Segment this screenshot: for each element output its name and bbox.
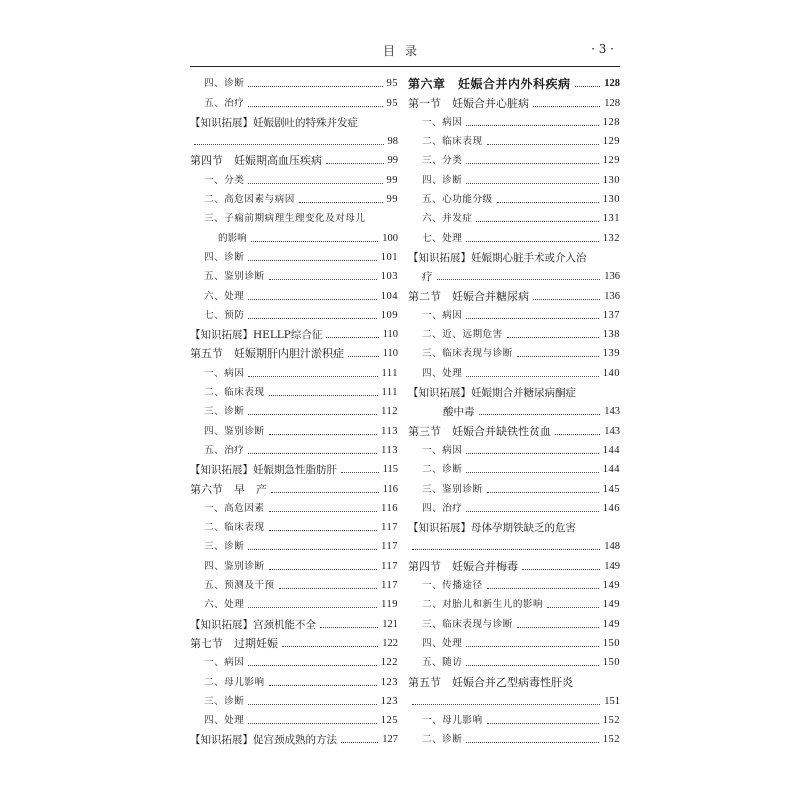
dot-leader [487, 723, 599, 724]
toc-entry-page: 137 [602, 309, 620, 321]
toc-entry [408, 516, 620, 535]
dot-leader [437, 279, 601, 280]
toc-entry [408, 207, 620, 226]
toc-entry-page: 130 [602, 194, 620, 206]
dot-leader [487, 588, 599, 589]
dot-leader [248, 665, 376, 666]
dot-leader [412, 704, 600, 705]
dot-leader [282, 646, 378, 647]
toc-entry-title: 三、分类 [422, 155, 463, 167]
toc-entry-title: 【知识拓展】妊娠期合并糖尿病酮症 [408, 387, 576, 400]
toc-entry-title: 第六节 早 产 [190, 482, 267, 496]
toc-entry-title: 五、治疗 [204, 97, 245, 109]
dot-leader [555, 434, 600, 435]
toc-entry [408, 554, 620, 573]
toc-entry [190, 188, 398, 207]
toc-entry-title: 【知识拓展】妊娠期急性脂肪肝 [190, 464, 337, 477]
toc-entry-title: 四、处理 [422, 637, 463, 649]
toc-entry-title: 三、临床表现与诊断 [422, 618, 513, 630]
toc-entry-page: 117 [381, 522, 398, 534]
toc-entry-title: 五、随访 [422, 657, 463, 669]
toc-entry [190, 246, 398, 265]
toc-entry-title: 二、临床表现 [204, 522, 265, 534]
toc-entry-page: 150 [602, 657, 620, 669]
toc-entry-page: 109 [380, 309, 398, 321]
dot-leader [466, 646, 598, 647]
toc-entry-title: 四、鉴别诊断 [204, 425, 265, 437]
dot-leader [299, 202, 383, 203]
toc-entry [190, 709, 398, 728]
dot-leader [248, 723, 376, 724]
toc-entry-page: 117 [381, 541, 398, 553]
dot-leader [466, 125, 598, 126]
toc-entry-page: 145 [602, 483, 620, 495]
toc-entry-title: 三、鉴别诊断 [422, 483, 483, 495]
toc-entry [190, 632, 398, 651]
toc-entry-page: 129 [602, 136, 620, 148]
toc-entry-title: 四、处理 [204, 715, 245, 727]
toc-entry [190, 554, 398, 573]
dot-leader [466, 453, 598, 454]
toc-entry [408, 535, 620, 554]
toc-entry-title: 一、病因 [422, 116, 463, 128]
dot-leader [466, 742, 598, 743]
toc-column-left [190, 72, 398, 747]
toc-entry [190, 574, 398, 593]
toc-entry-title: 【知识拓展】妊娠期心脏手术或介入治 [408, 251, 587, 264]
toc-entry-page: 127 [382, 734, 398, 746]
toc-entry-title: 四、治疗 [422, 502, 463, 514]
toc-entry-title: 【知识拓展】母体孕期铁缺乏的危害 [408, 522, 576, 535]
toc-entry-title: 三、诊断 [204, 541, 245, 553]
toc-entry-page: 123 [380, 676, 398, 688]
dot-leader [320, 627, 378, 628]
toc-entry [408, 323, 620, 342]
dot-leader [533, 106, 600, 107]
toc-entry-title: 七、处理 [422, 232, 463, 244]
toc-entry-page: 146 [602, 502, 620, 514]
toc-entry [190, 593, 398, 612]
dot-leader [248, 549, 377, 550]
dot-leader [466, 511, 598, 512]
toc-entry [408, 458, 620, 477]
dot-leader [466, 376, 598, 377]
toc-entry [190, 651, 398, 670]
toc-entry-page: 149 [604, 560, 620, 572]
toc-entry [408, 188, 620, 207]
toc-entry-title: 四、鉴别诊断 [204, 560, 265, 572]
toc-entry-title: 四、诊断 [204, 78, 245, 90]
toc-entry [408, 111, 620, 130]
toc-entry-title: 六、并发症 [422, 213, 473, 225]
toc-entry [190, 497, 398, 516]
toc-entry [408, 246, 620, 265]
header-rule [190, 66, 620, 67]
dot-leader [271, 492, 379, 493]
toc-entry-title: 酸中毒 [422, 406, 475, 419]
toc-entry [408, 574, 620, 593]
dot-leader [517, 627, 599, 628]
toc-entry [408, 728, 620, 747]
dot-leader [466, 318, 598, 319]
toc-entry [190, 419, 398, 438]
toc-entry-title: 三、子痫前期病理生理变化及对母儿 [204, 213, 366, 225]
toc-entry-page: 99 [386, 194, 398, 206]
dot-leader [547, 607, 599, 608]
toc-entry-page: 123 [380, 695, 398, 707]
dot-leader [466, 472, 598, 473]
toc-entry-page: 117 [381, 580, 398, 592]
toc-entry-title: 二、诊断 [422, 734, 463, 746]
toc-entry-title: 二、对胎儿和新生儿的影响 [422, 599, 544, 611]
toc-entry-page: 139 [602, 348, 620, 360]
toc-entry-page: 149 [602, 618, 620, 630]
toc-entry-title: 第四节 妊娠合并梅毒 [408, 559, 518, 573]
dot-leader [248, 299, 376, 300]
toc-entry-title: 第五节 妊娠期肝内胆汁淤积症 [190, 347, 344, 361]
dot-leader [412, 549, 600, 550]
dot-leader [476, 221, 598, 222]
header-page-number: · 3 · [591, 42, 614, 56]
toc-entry-title: 二、母儿影响 [204, 676, 265, 688]
toc-entry-title: 四、诊断 [204, 251, 245, 263]
header-title: 目录 [382, 44, 427, 58]
toc-entry [408, 91, 620, 110]
toc-entry [190, 72, 398, 91]
toc-entry-page: 113 [381, 444, 398, 456]
toc-entry-title: 疗 [422, 271, 433, 284]
toc-entry [190, 516, 398, 535]
dot-leader [522, 569, 600, 570]
toc-entry-title: 一、病因 [422, 309, 463, 321]
toc-entry-page: 113 [381, 425, 398, 437]
toc-entry-page: 116 [381, 502, 398, 514]
dot-leader [248, 414, 377, 415]
toc-entry [190, 149, 398, 168]
dot-leader [248, 376, 377, 377]
toc-entry-page: 110 [382, 329, 398, 341]
toc-entry [408, 342, 620, 361]
toc-entry-page: 100 [382, 232, 398, 244]
toc-entry [190, 284, 398, 303]
toc-entry-page: 128 [604, 97, 620, 109]
dot-leader [248, 318, 376, 319]
toc-entry-page: 122 [382, 637, 398, 649]
dot-leader [269, 511, 378, 512]
toc-entry-title: 二、临床表现 [204, 387, 265, 399]
toc-entry [190, 323, 398, 342]
toc-entry [408, 632, 620, 651]
toc-entry-page: 136 [604, 271, 620, 283]
dot-leader [341, 472, 379, 473]
toc-entry [190, 670, 398, 689]
dot-leader [269, 395, 378, 396]
toc-entry [408, 130, 620, 149]
toc-entry-title: 一、病因 [204, 367, 245, 379]
toc-entry-page: 110 [382, 348, 398, 360]
toc-entry-title: 二、高危因素与病因 [204, 194, 295, 206]
toc-entry-page: 149 [602, 580, 620, 592]
toc-entry-title: 第七节 过期妊娠 [190, 636, 278, 650]
dot-leader [479, 414, 601, 415]
toc-entry [190, 226, 398, 245]
toc-entry [408, 361, 620, 380]
toc-entry-page: 104 [380, 290, 398, 302]
toc-entry [408, 168, 620, 187]
toc-entry-title: 一、病因 [422, 444, 463, 456]
toc-entry-title: 一、高危因素 [204, 502, 265, 514]
toc-entry [408, 593, 620, 612]
toc-entry-title: 【知识拓展】宫颈机能不全 [190, 618, 316, 631]
toc-entry-title: 第五节 妊娠合并乙型病毒性肝炎 [408, 675, 573, 689]
dot-leader [533, 299, 600, 300]
toc-entry-title: 一、传播途径 [422, 580, 483, 592]
toc-entry [408, 709, 620, 728]
toc-entry-page: 152 [602, 734, 620, 746]
dot-leader [248, 453, 377, 454]
dot-leader [466, 183, 598, 184]
toc-entry-page: 129 [602, 155, 620, 167]
toc-entry-title: 一、病因 [204, 657, 245, 669]
toc-entry-title: 五、治疗 [204, 444, 245, 456]
toc-entry-page: 125 [380, 715, 398, 727]
toc-entry-page: 121 [382, 618, 398, 630]
toc-entry [408, 284, 620, 303]
toc-entry-page: 128 [604, 78, 620, 90]
toc-entry-page: 143 [604, 425, 620, 437]
toc-entry [408, 670, 620, 689]
toc-entry-title: 第二节 妊娠合并糖尿病 [408, 289, 529, 303]
dot-leader [348, 356, 379, 357]
toc-entry-title: 三、诊断 [204, 695, 245, 707]
toc-entry [190, 111, 398, 130]
dot-leader [248, 106, 382, 107]
dot-leader [269, 434, 378, 435]
toc-entry-title: 五、预测及干预 [204, 580, 275, 592]
toc-entry-title: 六、处理 [204, 290, 245, 302]
toc-entry [190, 458, 398, 477]
toc-entry [408, 497, 620, 516]
toc-entry-title: 第四节 妊娠期高血压疾病 [190, 154, 322, 168]
dot-leader [341, 742, 378, 743]
toc-entry [190, 439, 398, 458]
toc-entry [408, 419, 620, 438]
dot-leader [248, 260, 376, 261]
toc-entry-title: 第三节 妊娠合并缺铁性贫血 [408, 424, 551, 438]
toc-entry-page: 150 [602, 637, 620, 649]
toc-entry [408, 477, 620, 496]
toc-entry [190, 207, 398, 226]
toc-entry-title: 四、处理 [422, 367, 463, 379]
dot-leader [466, 163, 598, 164]
toc-entry [190, 91, 398, 110]
dot-leader [507, 337, 599, 338]
toc-entry-title: 五、鉴别诊断 [204, 271, 265, 283]
toc-entry [190, 612, 398, 631]
toc-entry [408, 149, 620, 168]
dot-leader [248, 86, 382, 87]
dot-leader [251, 241, 378, 242]
toc-entry [190, 400, 398, 419]
toc-entry-page: 143 [604, 406, 620, 418]
toc-entry-page: 148 [604, 541, 620, 553]
toc-entry-page: 144 [602, 444, 620, 456]
toc-entry [190, 690, 398, 709]
toc-entry [190, 304, 398, 323]
toc-entry-title: 【知识拓展】妊娠剧吐的特殊并发症 [190, 116, 358, 129]
toc-entry-page: 132 [602, 232, 620, 244]
toc-entry-page: 149 [602, 599, 620, 611]
toc-entry [408, 400, 620, 419]
toc-entry-page: 119 [381, 599, 398, 611]
toc-entry-title: 的影响 [218, 232, 247, 244]
toc-entry-title: 三、诊断 [204, 406, 245, 418]
toc-entry-title: 五、心功能分级 [422, 194, 493, 206]
toc-entry-page: 99 [386, 174, 398, 186]
toc-entry [190, 130, 398, 149]
toc-entry-page: 138 [602, 329, 620, 341]
toc-entry-page: 131 [602, 213, 620, 225]
toc-entry [408, 304, 620, 323]
toc-entry-page: 111 [381, 387, 398, 399]
toc-entry-page: 101 [380, 251, 398, 263]
toc-entry [408, 690, 620, 709]
toc-entry [408, 72, 620, 91]
dot-leader [248, 704, 376, 705]
toc-entry-page: 122 [380, 657, 398, 669]
toc-entry-title: 【知识拓展】促宫颈成熟的方法 [190, 734, 337, 747]
toc-entry [190, 342, 398, 361]
toc-entry-page: 111 [381, 367, 398, 379]
toc-entry-title: 第一节 妊娠合并心脏病 [408, 96, 529, 110]
toc-entry-page: 136 [604, 290, 620, 302]
toc-entry-page: 152 [602, 715, 620, 727]
toc-entry-page: 95 [386, 78, 398, 90]
toc-entry [190, 168, 398, 187]
toc-entry-page: 103 [380, 271, 398, 283]
toc-entry-page: 151 [604, 695, 620, 707]
dot-leader [466, 665, 598, 666]
toc-entry-title: 四、诊断 [422, 174, 463, 186]
dot-leader [248, 607, 377, 608]
toc-entry [408, 265, 620, 284]
toc-entry-page: 128 [602, 116, 620, 128]
dot-leader [497, 202, 599, 203]
dot-leader [248, 183, 382, 184]
toc-entry-title: 六、处理 [204, 599, 245, 611]
toc-entry [190, 265, 398, 284]
toc-entry-title: 三、临床表现与诊断 [422, 348, 513, 360]
toc-entry-title: 一、母儿影响 [422, 715, 483, 727]
dot-leader [487, 144, 599, 145]
toc-entry [190, 361, 398, 380]
toc-entry [190, 381, 398, 400]
dot-leader [487, 492, 599, 493]
toc-entry-page: 112 [381, 406, 398, 418]
toc-entry-title: 二、近、远期危害 [422, 329, 503, 341]
dot-leader [466, 241, 598, 242]
toc-entry [408, 226, 620, 245]
toc-entry-page: 130 [602, 174, 620, 186]
dot-leader [326, 163, 384, 164]
dot-leader [326, 337, 378, 338]
dot-leader [575, 86, 601, 87]
toc-entry [408, 439, 620, 458]
dot-leader [269, 530, 378, 531]
toc-entry-page: 98 [387, 136, 398, 148]
dot-leader [194, 144, 384, 145]
page-header [190, 40, 620, 60]
dot-leader [279, 588, 377, 589]
toc-entry-page: 99 [387, 155, 398, 167]
toc-entry-title: 【知识拓展】HELLP综合征 [190, 329, 323, 342]
toc-column-right [408, 72, 620, 747]
toc-entry [408, 651, 620, 670]
toc-entry-title: 二、诊断 [422, 464, 463, 476]
toc-entry-page: 144 [602, 464, 620, 476]
toc-entry [408, 612, 620, 631]
toc-entry [190, 728, 398, 747]
toc-entry-page: 140 [602, 367, 620, 379]
toc-entry [190, 477, 398, 496]
toc-entry-title: 二、临床表现 [422, 136, 483, 148]
toc-entry-title: 一、分类 [204, 174, 245, 186]
dot-leader [517, 356, 599, 357]
dot-leader [269, 685, 377, 686]
toc-entry-page: 95 [386, 97, 398, 109]
toc-entry-page: 117 [381, 560, 398, 572]
toc-entry-page: 115 [382, 464, 398, 476]
dot-leader [269, 279, 377, 280]
dot-leader [269, 569, 378, 570]
toc-entry-title: 七、预防 [204, 309, 245, 321]
toc-entry-page: 116 [382, 483, 398, 495]
toc-entry [408, 381, 620, 400]
toc-entry [190, 535, 398, 554]
toc-entry-title: 第六章 妊娠合并内外科疾病 [408, 77, 571, 92]
